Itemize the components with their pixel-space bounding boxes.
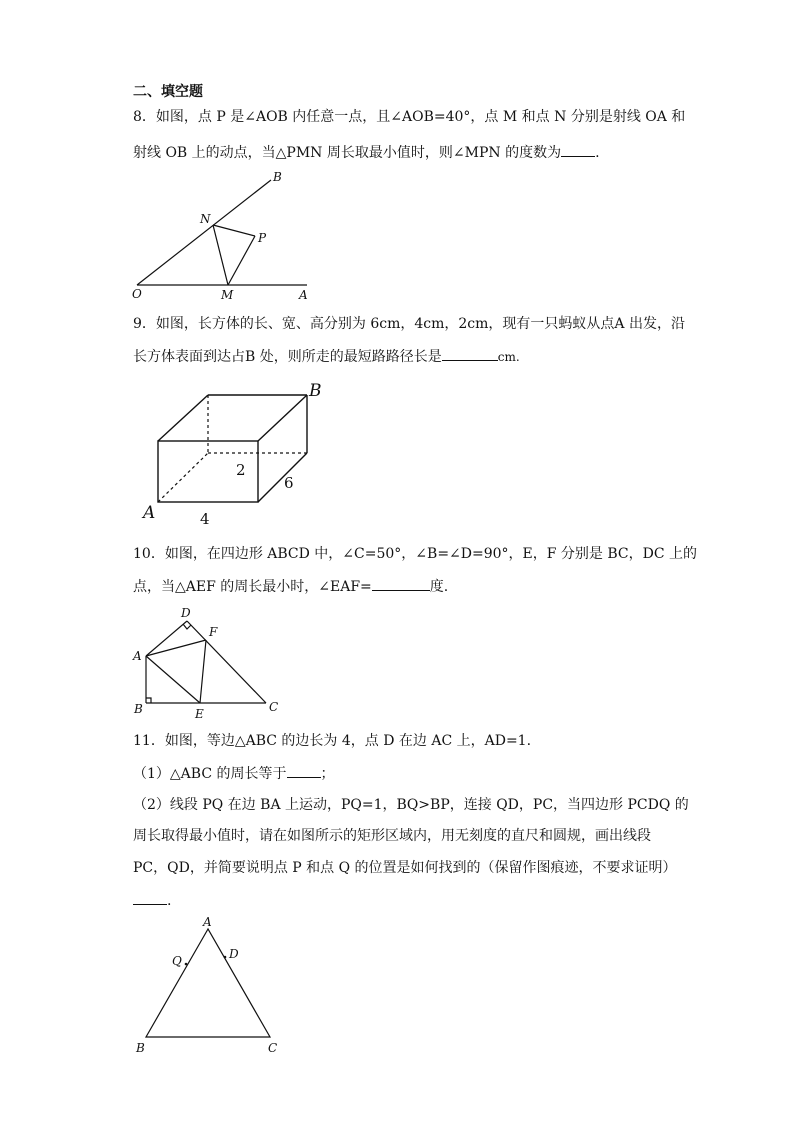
label-p: P: [258, 231, 267, 245]
label-b: B: [309, 381, 322, 401]
label-a: A: [299, 288, 308, 302]
label-o: O: [132, 287, 142, 301]
point-q: [185, 963, 188, 966]
q11-text-line6-end: .: [167, 893, 172, 909]
label-n: N: [200, 212, 211, 226]
label-e: E: [195, 707, 204, 721]
q9-text-line1: 9．如图，长方体的长、宽、高分别为 6cm，4cm，2cm，现有一只蚂蚁从点A 出发，沿: [133, 316, 685, 332]
q9-text-line2-main: 长方体表面到达占B 处，则所走的最短路路径长是: [133, 349, 442, 365]
label-q: Q: [172, 954, 182, 968]
label-height: 2: [236, 461, 246, 479]
q10-text-line2-end: 度.: [429, 579, 449, 595]
label-d: D: [229, 947, 239, 961]
triangle-abc: [146, 929, 270, 1037]
q11-text-line2-main: （1）△ABC 的周长等于: [133, 766, 287, 782]
q9-text-line2-end: cm.: [497, 350, 520, 364]
label-m: M: [221, 288, 234, 302]
q11-text-line5: PC，QD，并简要说明点 P 和点 Q 的位置是如何找到的（保留作图痕迹，不要求证明）: [133, 860, 677, 876]
label-f: F: [209, 625, 218, 639]
q8-text-line1: 8．如图，点 P 是∠AOB 内任意一点，且∠AOB=40°，点 M 和点 N 分别是射线 OA 和: [133, 109, 686, 125]
label-a: A: [133, 649, 142, 663]
q11-text-line3: （2）线段 PQ 在边 BA 上运动，PQ=1，BQ>BP，连接 QD，PC，当四边形 PCDQ 的: [133, 797, 689, 813]
q11-text-line1: 11．如图，等边△ABC 的边长为 4，点 D 在边 AC 上，AD=1.: [133, 733, 532, 749]
label-d: D: [181, 606, 191, 620]
q10-text-line1: 10．如图，在四边形 ABCD 中，∠C=50°，∠B=∠D=90°，E，F 分别是 BC，DC 上的: [133, 546, 698, 562]
q10-text-line2-main: 点，当△AEF 的周长最小时，∠EAF=: [133, 579, 372, 595]
section-title: 二、填空题: [133, 84, 203, 100]
label-width: 6: [284, 474, 294, 492]
q11-text-line2-end: ；: [320, 766, 335, 782]
label-b: B: [136, 1041, 145, 1055]
q8-text-line2-end: .: [595, 145, 600, 161]
q8-text-line2-main: 射线 OB 上的动点，当△PMN 周长取最小值时，则∠MPN 的度数为: [133, 145, 562, 161]
label-length: 4: [200, 510, 210, 528]
label-b: B: [134, 702, 143, 716]
label-b: B: [273, 170, 282, 184]
label-c: C: [269, 700, 279, 714]
q11-text-line4: 周长取得最小值时，请在如图所示的矩形区域内，用无刻度的直尺和圆规，画出线段: [133, 828, 651, 844]
label-c: C: [268, 1041, 278, 1055]
label-a: A: [203, 915, 212, 929]
point-d: [224, 956, 227, 959]
label-a: A: [143, 503, 156, 523]
